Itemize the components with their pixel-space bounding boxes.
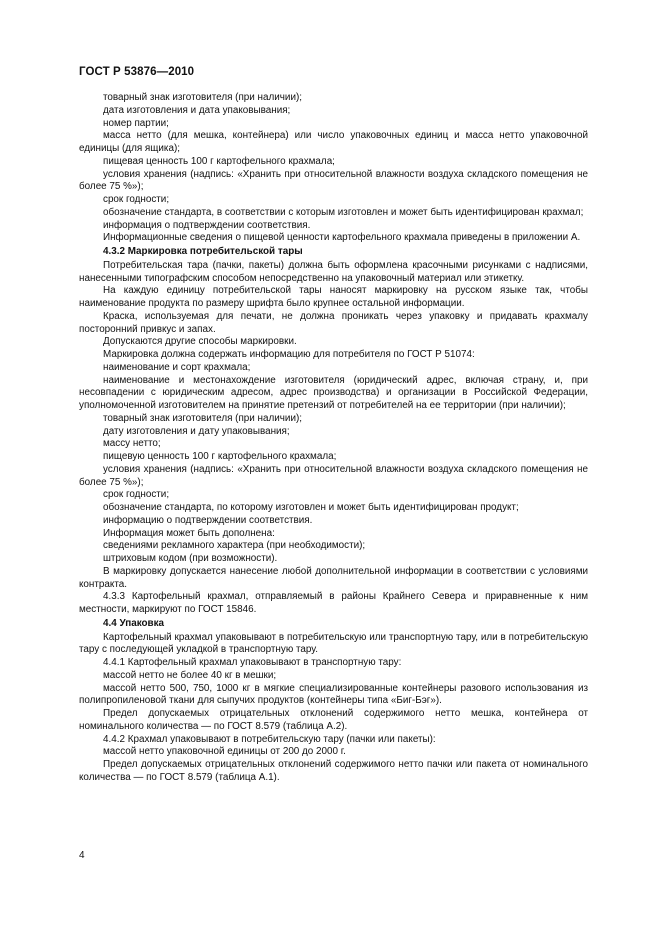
- paragraph: пищевая ценность 100 г картофельного крахмала;: [103, 155, 335, 167]
- paragraph: массой нетто 500, 750, 1000 кг в мягкие специализированные контейнеры разового использования из полипропиленовой ткани для сыпучих продуктов (контейнеры типа «Биг-Бэг»).: [79, 682, 588, 707]
- paragraph: условия хранения (надпись: «Хранить при относительной влажности воздуха складского помещения не более 75 %»);: [79, 168, 588, 193]
- paragraph: товарный знак изготовителя (при наличии);: [103, 412, 302, 424]
- paragraph: Картофельный крахмал упаковывают в потребительскую или транспортную тару, или в потребительскую тару с последующей укладкой в транспортную тару.: [79, 631, 588, 656]
- paragraph: массой нетто упаковочной единицы от 200 до 2000 г.: [103, 746, 346, 758]
- paragraph: Предел допускаемых отрицательных отклонений содержимого нетто пачки или пакета от номинального количества — по ГОСТ 8.579 (таблица А.1).: [79, 759, 588, 783]
- paragraph: Потребительская тара (пачки, пакеты) должна быть оформлена красочными рисунками с надписями, нанесенными типографским способом непосредственно на упаковочный материал или этикетку.: [79, 259, 588, 284]
- document-header: ГОСТ Р 53876—2010: [79, 66, 195, 78]
- paragraph: В маркировку допускается нанесение любой дополнительной информации в соответствии с условиями контракта.: [79, 565, 588, 590]
- paragraph: дата изготовления и дата упаковывания;: [103, 104, 291, 116]
- paragraph: 4.4.1 Картофельный крахмал упаковывают в транспортную тару:: [103, 657, 402, 668]
- paragraph: Маркировка должна содержать информацию для потребителя по ГОСТ Р 51074:: [103, 349, 475, 360]
- paragraph: дату изготовления и дату упаковывания;: [103, 425, 290, 437]
- paragraph: 4.3.3 Картофельный крахмал, отправляемый в районы Крайнего Севера и приравненные к ним местности, маркируют по ГОСТ 15846.: [79, 591, 588, 615]
- paragraph: Информация может быть дополнена:: [103, 527, 275, 539]
- paragraph: срок годности;: [103, 194, 170, 205]
- paragraph: информацию о подтверждении соответствия.: [103, 514, 313, 526]
- paragraph: обозначение стандарта, по которому изготовлен и может быть идентифицирован продукт;: [103, 502, 519, 513]
- paragraph: штриховым кодом (при возможности).: [103, 553, 278, 564]
- paragraph: Предел допускаемых отрицательных отклонений содержимого нетто мешка, контейнера от номинального количества — по ГОСТ 8.579 (таблица А.2).: [79, 708, 588, 732]
- page-number: 4: [79, 850, 85, 861]
- section-heading: 4.3.2 Маркировка потребительской тары: [103, 246, 303, 257]
- paragraph: условия хранения (надпись: «Хранить при относительной влажности воздуха складского помещения не более 75 %»);: [79, 463, 588, 488]
- paragraph: 4.4.2 Крахмал упаковывают в потребительскую тару (пачки или пакеты):: [103, 733, 436, 745]
- paragraph: товарный знак изготовителя (при наличии);: [103, 92, 302, 103]
- paragraph: Краска, используемая для печати, не должна проникать через упаковку и придавать крахмалу посторонний привкус и запах.: [79, 310, 588, 335]
- paragraph: номер партии;: [103, 117, 169, 129]
- paragraph: сведениями рекламного характера (при необходимости);: [103, 540, 366, 552]
- paragraph: срок годности;: [103, 489, 170, 501]
- paragraph: Информационные сведения о пищевой ценности картофельного крахмала приведены в приложении А.: [103, 232, 581, 244]
- document-body: [79, 92, 588, 785]
- paragraph: На каждую единицу потребительской тары наносят маркировку на русском языке так, чтобы наименование продукта по размеру шрифта было крупнее остальной информации.: [79, 285, 588, 309]
- paragraph: пищевую ценность 100 г картофельного крахмала;: [103, 451, 337, 462]
- paragraph: массу нетто;: [103, 438, 161, 450]
- paragraph: наименование и сорт крахмала;: [103, 361, 251, 373]
- paragraph: обозначение стандарта, в соответствии с которым изготовлен и может быть идентифицирован крахмал;: [103, 206, 584, 218]
- paragraph: Допускаются другие способы маркировки.: [103, 336, 297, 348]
- paragraph: массой нетто не более 40 кг в мешки;: [103, 669, 277, 681]
- paragraph: масса нетто (для мешка, контейнера) или число упаковочных единиц и масса нетто упаковочной единицы (для ящика);: [79, 130, 588, 154]
- section-heading: 4.4 Упаковка: [103, 617, 165, 629]
- paragraph: информация о подтверждении соответствия.: [103, 219, 311, 231]
- paragraph: наименование и местонахождение изготовителя (юридический адрес, включая страну, и, при несовпадении с юридическим адресом, адрес производства) и организации в Российской Федерации, уполномоченной изготовителем на принятие претензий от потребителей на ее территории (при наличии);: [79, 374, 588, 411]
